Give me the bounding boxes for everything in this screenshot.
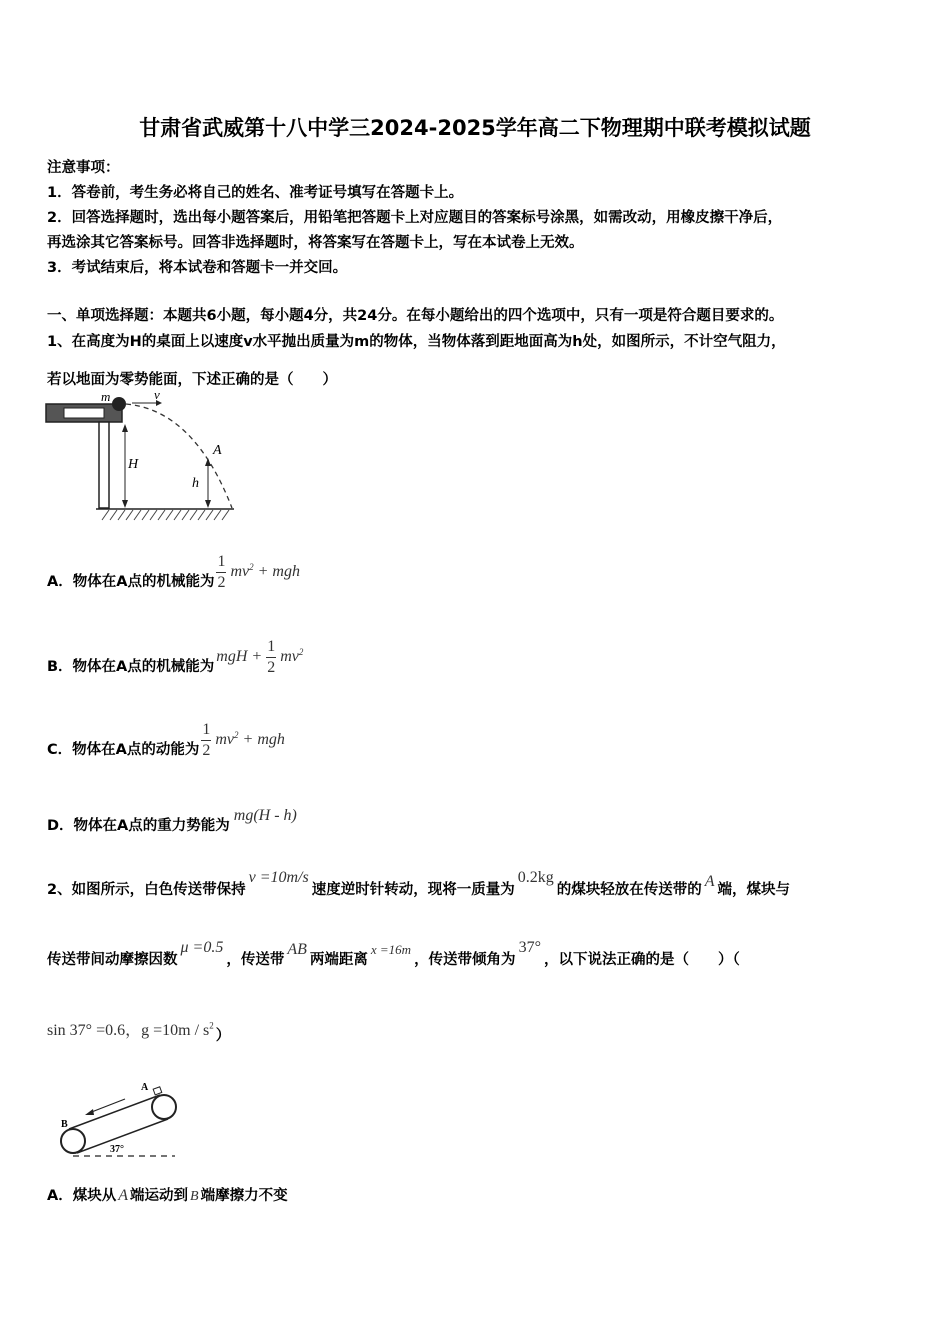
label-angle: 37°: [110, 1144, 124, 1155]
q1-option-a-text: A．物体在A点的机械能为: [47, 573, 215, 590]
label-m: m: [101, 390, 111, 404]
q1-option-c: [47, 720, 285, 773]
q1-option-c-text: C．物体在A点的动能为: [47, 741, 200, 758]
q1-option-d-formula: mg(H - h): [233, 807, 297, 824]
q1-option-b: [47, 637, 304, 690]
conveyor-figure: [55, 1080, 185, 1162]
q1-stem-line1: 1、在高度为H的桌面上以速度v水平抛出质量为m的物体，当物体落到距地面高为h处，如图所示，不计空气阻力，: [47, 334, 786, 350]
q1-option-b-formula: mgH + $\frac{1}{2}$ $mv^2$: [216, 637, 304, 676]
q2-given-formula: sin 37° =0.6，$g =10m / s^2$: [47, 1020, 214, 1039]
notice-item-2-cont: 再选涂其它答案标号。回答非选择题时，将答案写在答题卡上，写在本试卷上无效。: [47, 235, 584, 251]
coal-block-icon: [153, 1087, 162, 1095]
q1-option-d-text: D．物体在A点的重力势能为: [47, 817, 230, 834]
notice-heading: 注意事项：: [47, 160, 120, 176]
q2-stem-line2: 传送带间动摩擦因数 μ =0.5 ，传送带 AB 两端距离 x =16m ，传送带倾角为 37° ，以下说法正确的是（ ）（: [47, 939, 740, 968]
q2-given: sin 37° =0.6，$g =10m / s^2$ ）: [47, 1014, 230, 1054]
projectile-figure: [44, 390, 239, 525]
section-heading: 一、单项选择题：本题共6小题，每小题4分，共24分。在每小题给出的四个选项中，只有一项是符合题目要求的。: [47, 308, 784, 324]
q1-stem-line2: 若以地面为零势能面，下述正确的是（ ）: [47, 372, 337, 388]
q1-option-a-formula: $\frac{1}{2}$ $mv^2$ + mgh: [217, 552, 300, 591]
label-A: A: [141, 1082, 149, 1093]
ball-icon: [112, 397, 126, 411]
label-H: H: [128, 457, 139, 472]
q1-option-b-text: B．物体在A点的机械能为: [47, 658, 215, 675]
notice-item-1: 1．答卷前，考生务必将自己的姓名、准考证号填写在答题卡上。: [47, 185, 464, 201]
q2-option-a: A．煤块从 A 端运动到 B 端摩擦力不变: [47, 1187, 288, 1204]
q1-option-d: [47, 806, 297, 842]
label-v: v: [154, 390, 160, 402]
label-B: B: [61, 1119, 68, 1130]
notice-item-2: 2．回答选择题时，选出每小题答案后，用铅笔把答题卡上对应题目的答案标号涂黑，如需改动，用橡皮擦干净后，: [47, 210, 783, 226]
q2-stem-line1: 2、如图所示，白色传送带保持 v =10m/s 速度逆时针转动，现将一质量为 0.2kg 的煤块轻放在传送带的 A 端，煤块与: [47, 869, 790, 898]
q1-option-a: [47, 552, 300, 605]
label-h: h: [192, 476, 199, 491]
page-title: 甘肃省武威第十八中学三2024-2025学年高二下物理期中联考模拟试题: [139, 116, 811, 140]
notice-item-3: 3．考试结束后，将本试卷和答题卡一并交回。: [47, 260, 348, 276]
q1-option-c-formula: $\frac{1}{2}$ $mv^2$ + mgh: [202, 720, 285, 759]
label-A: A: [213, 443, 222, 458]
